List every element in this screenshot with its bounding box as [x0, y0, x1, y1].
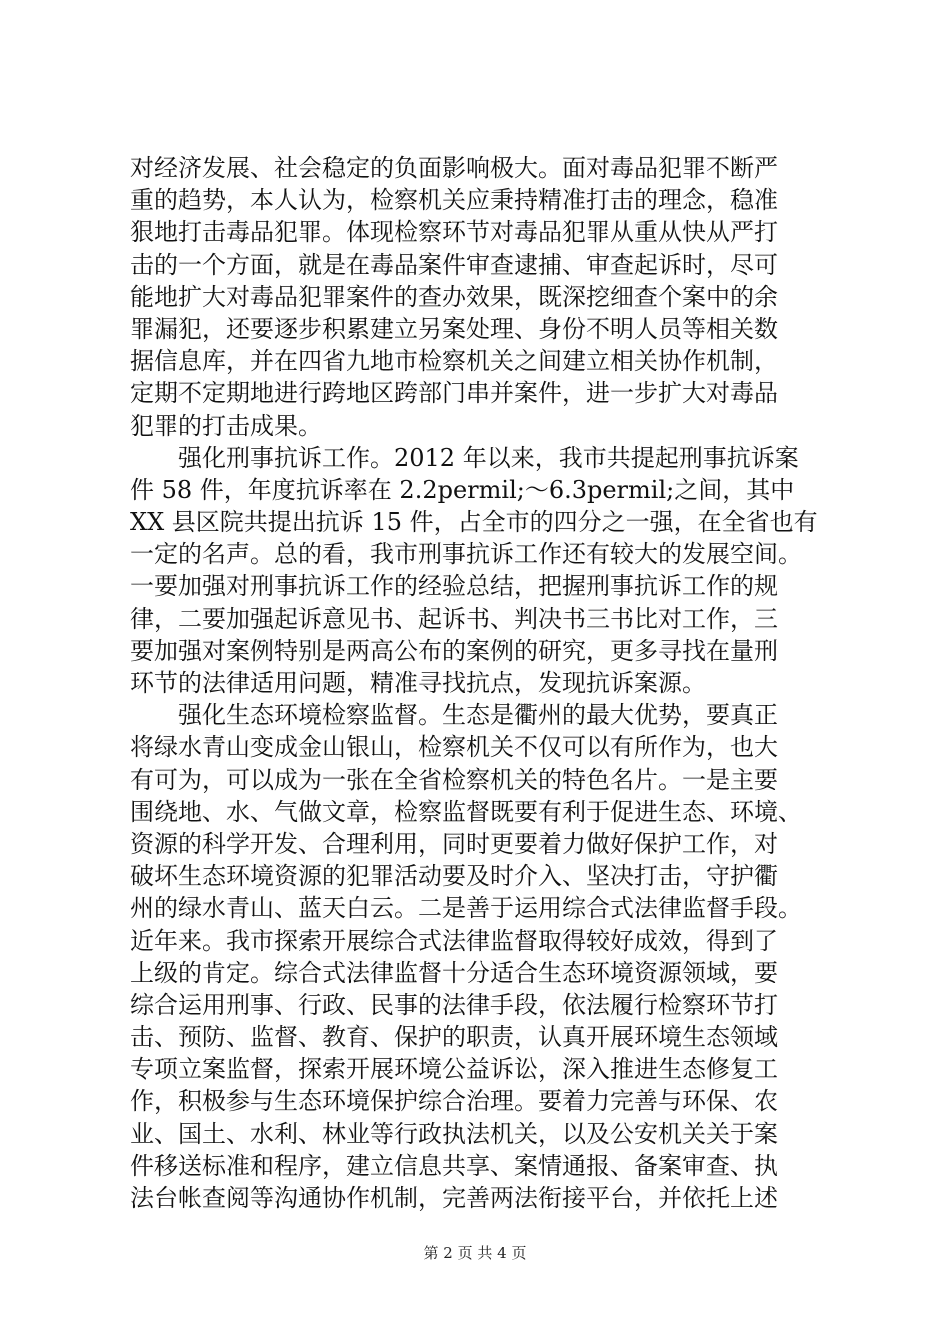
text-line: 定期不定期地进行跨地区跨部门串并案件，进一步扩大对毒品 — [130, 379, 778, 408]
text-line: 据信息库，并在四省九地市检察机关之间建立相关协作机制， — [130, 347, 778, 376]
text-line: 综合运用刑事、行政、民事的法律手段，依法履行检察环节打 — [130, 990, 778, 1019]
text-line: 强化生态环境检察监督。生态是衢州的最大优势，要真正 — [130, 701, 778, 730]
text-line: 要加强对案例特别是两高公布的案例的研究，更多寻找在量刑 — [130, 636, 778, 665]
text-line: 上级的肯定。综合式法律监督十分适合生态环境资源领域，要 — [130, 958, 778, 987]
text-line: 作，积极参与生态环境保护综合治理。要着力完善与环保、农 — [130, 1087, 778, 1116]
document-body — [130, 152, 830, 1214]
text-line: 击、预防、监督、教育、保护的职责，认真开展环境生态领域 — [130, 1023, 778, 1052]
text-line: 狠地打击毒品犯罪。体现检察环节对毒品犯罪从重从快从严打 — [130, 218, 778, 247]
text-line: 件移送标准和程序，建立信息共享、案情通报、备案审查、执 — [130, 1151, 778, 1180]
text-line: 专项立案监督，探索开展环境公益诉讼，深入推进生态修复工 — [130, 1055, 778, 1084]
text-line: 件 58 件，年度抗诉率在 2.2permil;～6.3permil;之间，其中 — [130, 475, 795, 504]
text-line: 重的趋势，本人认为，检察机关应秉持精准打击的理念，稳准 — [130, 186, 778, 215]
text-line: 近年来。我市探索开展综合式法律监督取得较好成效，得到了 — [130, 926, 778, 955]
text-line: 犯罪的打击成果。 — [130, 411, 322, 440]
text-line: 一要加强对刑事抗诉工作的经验总结，把握刑事抗诉工作的规 — [130, 572, 778, 601]
text-line: 罪漏犯，还要逐步积累建立另案处理、身份不明人员等相关数 — [130, 314, 778, 343]
text-line: 州的绿水青山、蓝天白云。二是善于运用综合式法律监督手段。 — [130, 894, 802, 923]
text-line: XX 县区院共提出抗诉 15 件，占全市的四分之一强，在全省也有 — [130, 508, 818, 537]
text-line: 围绕地、水、气做文章，检察监督既要有利于促进生态、环境、 — [130, 797, 802, 826]
text-line: 律，二要加强起诉意见书、起诉书、判决书三书比对工作，三 — [130, 604, 778, 633]
text-line: 有可为，可以成为一张在全省检察机关的特色名片。一是主要 — [130, 765, 778, 794]
text-line: 环节的法律适用问题，精准寻找抗点，发现抗诉案源。 — [130, 669, 706, 697]
page-footer: 第 2 页 共 4 页 — [423, 1244, 527, 1262]
text-line: 资源的科学开发、合理利用，同时更要着力做好保护工作，对 — [130, 829, 778, 858]
text-line: 将绿水青山变成金山银山，检察机关不仅可以有所作为，也大 — [130, 733, 778, 762]
text-line: 法台帐查阅等沟通协作机制，完善两法衔接平台，并依托上述 — [130, 1184, 778, 1212]
text-line: 击的一个方面，就是在毒品案件审查逮捕、审查起诉时，尽可 — [130, 250, 778, 279]
text-line: 强化刑事抗诉工作。2012 年以来，我市共提起刑事抗诉案 — [130, 443, 799, 472]
text-line: 破坏生态环境资源的犯罪活动要及时介入、坚决打击，守护衢 — [130, 862, 778, 891]
text-line: 一定的名声。总的看，我市刑事抗诉工作还有较大的发展空间。 — [130, 540, 802, 569]
text-line: 能地扩大对毒品犯罪案件的查办效果，既深挖细查个案中的余 — [130, 282, 778, 311]
text-line: 对经济发展、社会稳定的负面影响极大。面对毒品犯罪不断严 — [130, 154, 778, 182]
text-line: 业、国土、水利、林业等行政执法机关，以及公安机关关于案 — [130, 1119, 778, 1148]
